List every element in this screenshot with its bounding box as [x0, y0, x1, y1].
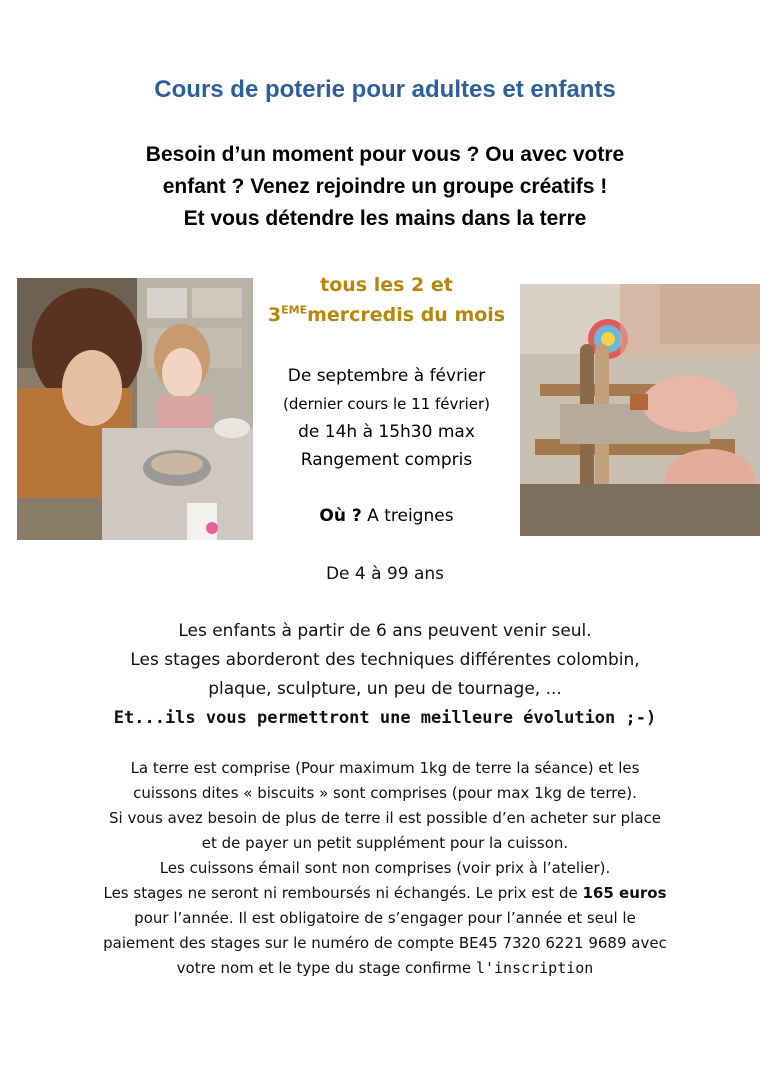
- intro-line-2: enfant ? Venez rejoindre un groupe créatifs !: [162, 175, 608, 198]
- terms-line-9-text: votre nom et le type du stage confirme: [176, 959, 476, 977]
- children-line-2: Les stages aborderont des techniques différentes colombin,: [130, 650, 640, 670]
- dates-range: De septembre à février: [287, 366, 486, 386]
- schedule-line-1: tous les 2 et: [320, 274, 453, 296]
- course-location: [253, 502, 520, 530]
- photo-woman-and-child-pottery: [17, 278, 253, 540]
- terms-line-9-inscription: l'inscription: [475, 959, 594, 977]
- children-line-1: Les enfants à partir de 6 ans peuvent venir seul.: [178, 621, 592, 641]
- location-label: Où ?: [319, 506, 362, 526]
- terms-line-2: cuissons dites « biscuits » sont comprises (pour max 1kg de terre).: [133, 784, 637, 802]
- terms-line-1: La terre est comprise (Pour maximum 1kg de terre la séance) et les: [130, 759, 640, 777]
- terms-line-6: [0, 881, 770, 906]
- intro-line-1: Besoin d’un moment pour vous ? Ou avec votre: [145, 143, 625, 166]
- course-dates: [253, 362, 520, 474]
- schedule-ordinal: EME: [281, 303, 308, 317]
- price: 165 euros: [582, 884, 667, 902]
- age-range: De 4 à 99 ans: [325, 564, 445, 584]
- terms-line-8: paiement des stages sur le numéro de compte BE45 7320 6221 9689 avec: [103, 934, 667, 952]
- terms-line-7: pour l’année. Il est obligatoire de s’engager pour l’année et seul le: [134, 909, 636, 927]
- location-value: A treignes: [361, 506, 454, 526]
- intro-text: [0, 139, 770, 235]
- terms-line-3: Si vous avez besoin de plus de terre il est possible d’en acheter sur place: [109, 809, 661, 827]
- terms-line-6-text: Les stages ne seront ni remboursés ni échangés. Le prix est de: [103, 884, 583, 902]
- schedule-line-2: [253, 300, 520, 330]
- children-line-4: Et...ils vous permettront une meilleure évolution ;-): [113, 708, 657, 728]
- terms-line-9: [0, 956, 770, 981]
- children-line-3: plaque, sculpture, un peu de tournage, ...: [208, 679, 562, 699]
- photo-hands-rolling-clay: [520, 284, 760, 536]
- terms-line-5: Les cuissons émail sont non comprises (voir prix à l’atelier).: [159, 859, 611, 877]
- page-title: Cours de poterie pour adultes et enfants: [154, 76, 616, 103]
- children-info: [0, 617, 770, 733]
- terms-and-conditions: [0, 756, 770, 981]
- schedule-frequency: [253, 270, 520, 330]
- schedule-rest: mercredis du mois: [307, 304, 506, 326]
- intro-line-3: Et vous détendre les mains dans la terre: [183, 207, 587, 230]
- dates-hours: de 14h à 15h30 max: [298, 422, 475, 442]
- dates-cleanup: Rangement compris: [300, 450, 473, 470]
- dates-last-course: (dernier cours le 11 février): [282, 395, 490, 413]
- terms-line-4: et de payer un petit supplément pour la cuisson.: [201, 834, 569, 852]
- schedule-number: 3: [267, 304, 282, 326]
